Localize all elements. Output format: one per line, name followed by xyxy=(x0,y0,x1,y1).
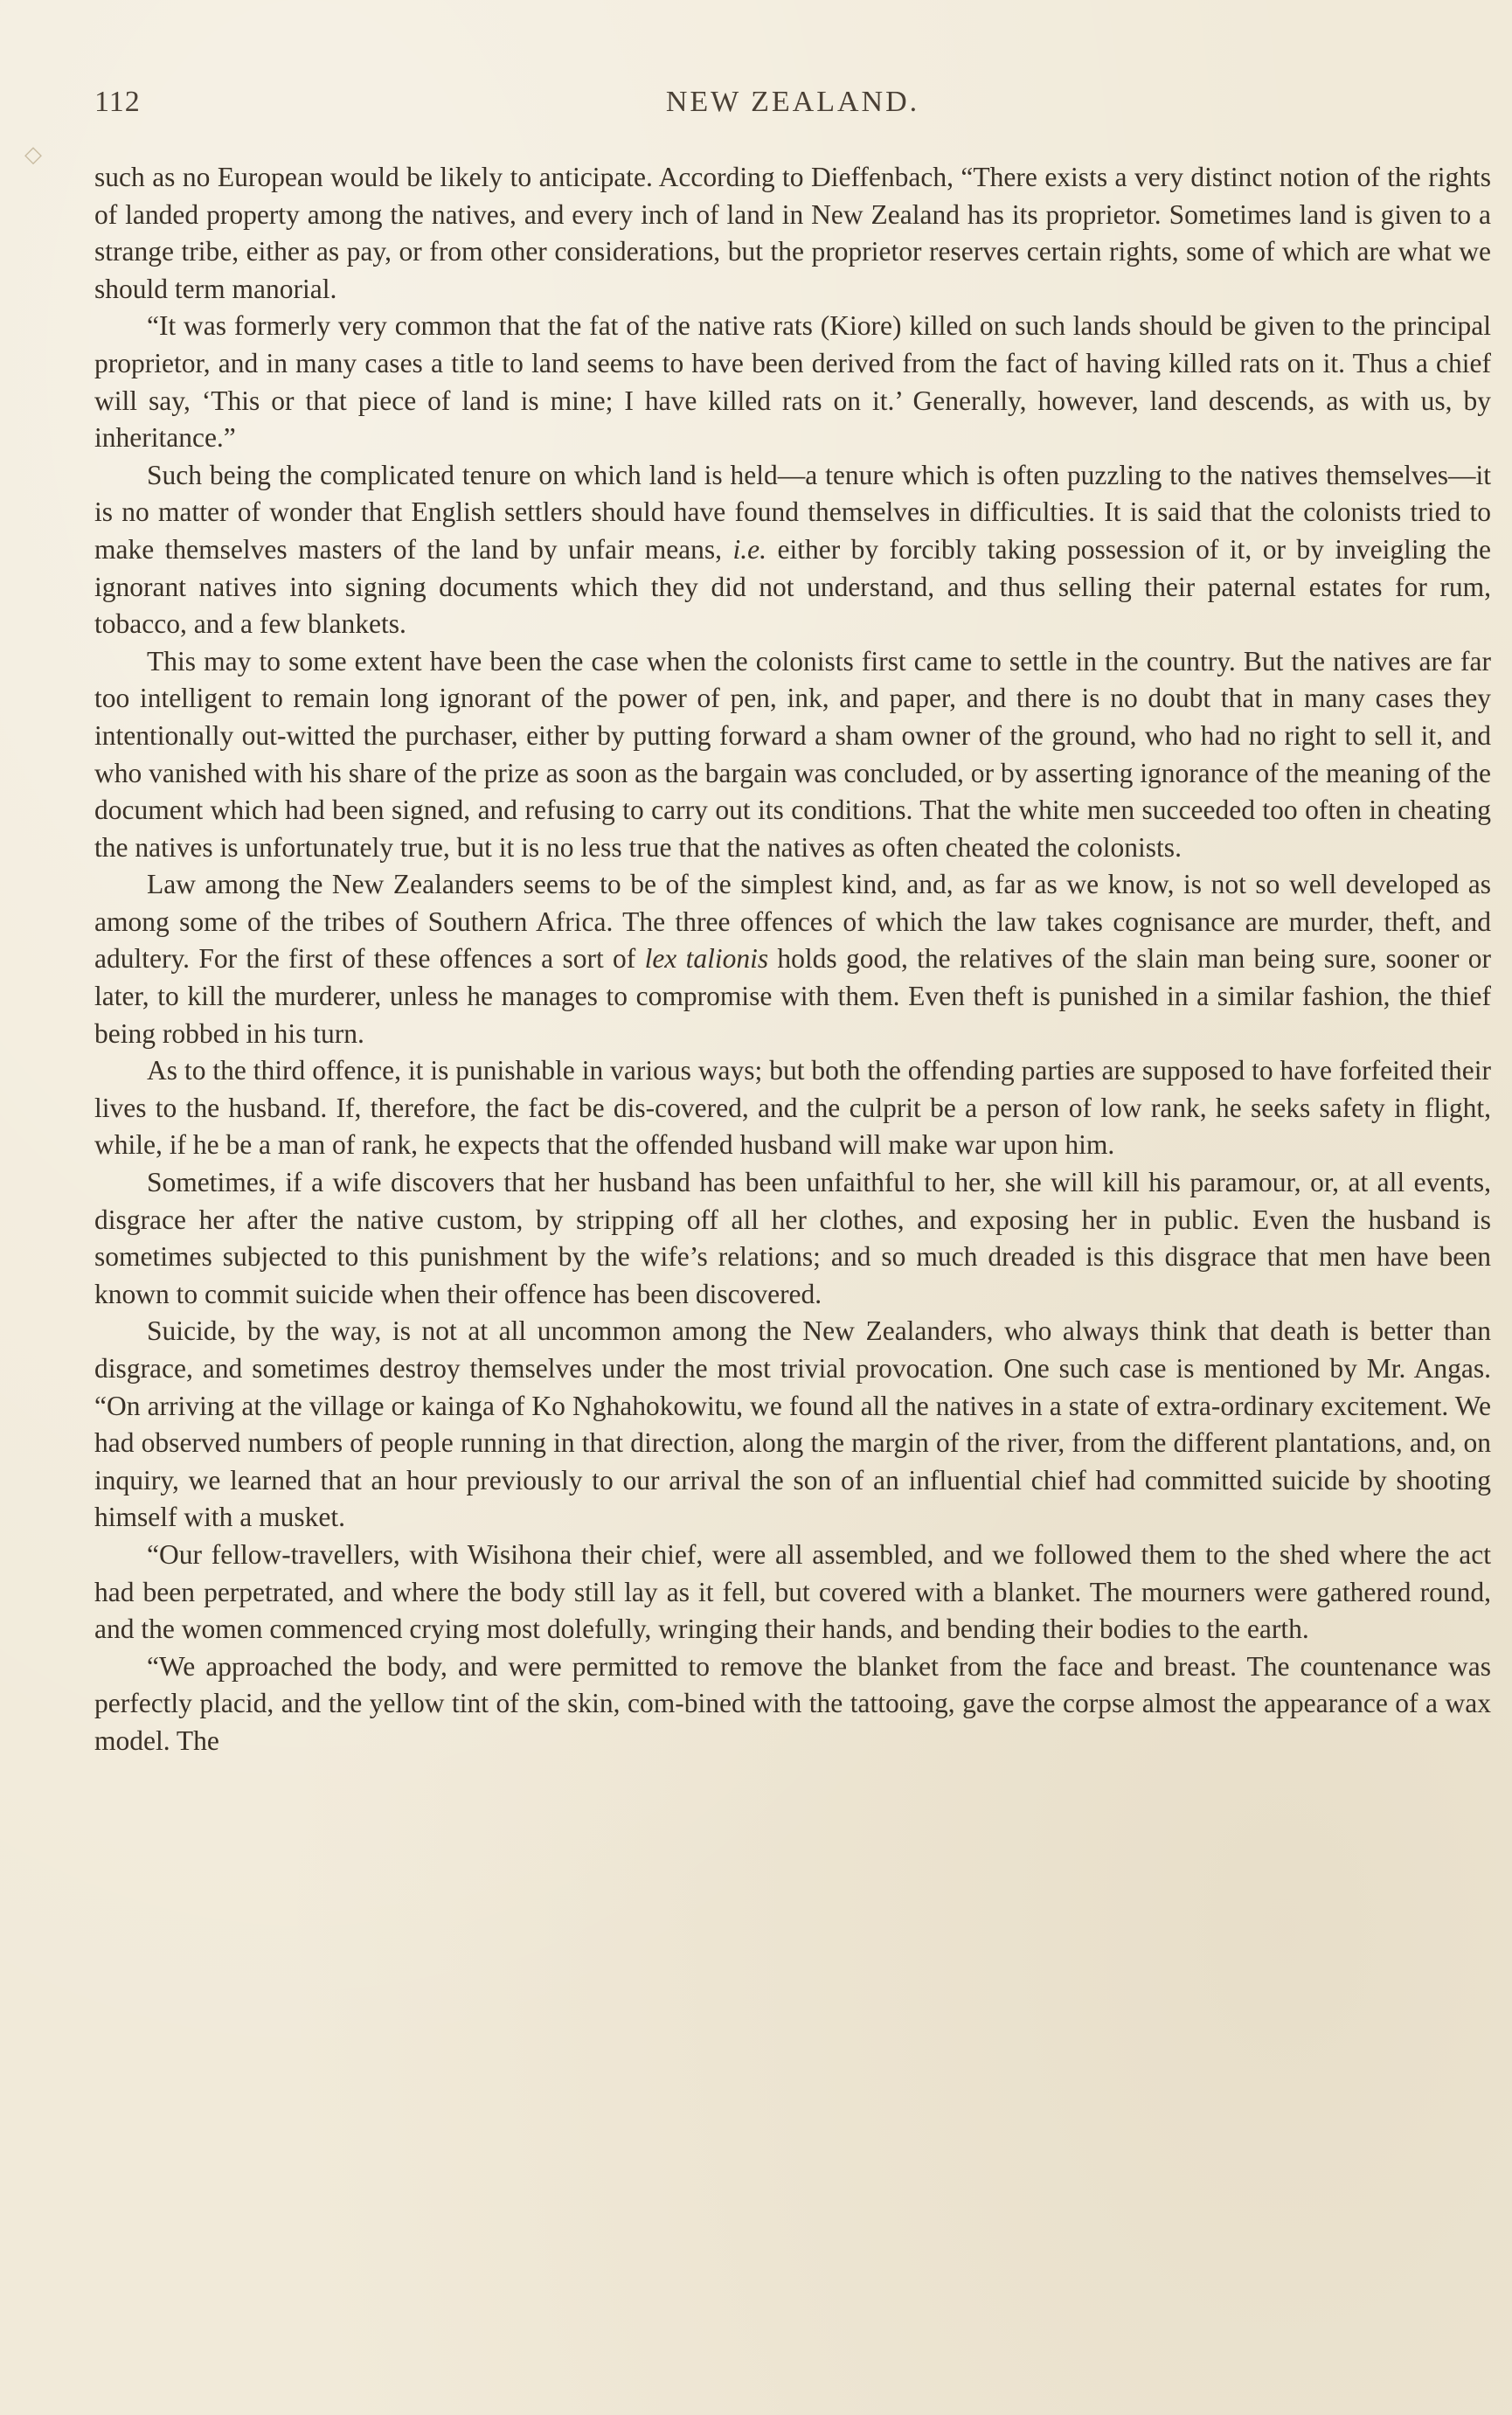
running-head xyxy=(24,80,1491,167)
page-number: 112 xyxy=(94,86,141,118)
paragraph-5-text-end: holds good, the relatives of the slain man being sure, sooner or later, to kill the murderer, unless he manages to compromise with them. Even theft is punished in a similar fashion, the thief being robbed in his turn. xyxy=(94,943,1492,1049)
paragraph-2: “It was formerly very common that the fat of the native rats (Kiore) killed on such lands should be given to the principal proprietor, and in many cases a title to land seems to have been derived from the fact of having killed rats on it. Thus a chief will say, ‘This or that piece of land is mine; I have killed rats on it.’ Generally, however, land descends, as with us, by inheritance.” xyxy=(94,310,1491,454)
paragraph-5-text: Law among the New Zealanders seems to be of the simplest kind, and, as far as we know, is not so well developed as among some of the tribes of Southern Africa. The three offences of which the law takes cognisance are murder, theft, and adultery. For the first of these offences a sort of xyxy=(94,869,1491,975)
paragraph-5 xyxy=(94,866,1491,1052)
paragraph-3-text-end: either by forcibly taking possession of it, or by inveigling the ignorant natives into signing documents which they did not understand, and thus selling their paternal estates for rum, tobacco, and a few blankets. xyxy=(94,533,1492,640)
paragraph-3 xyxy=(94,457,1491,643)
paragraph-4: This may to some extent have been the case when the colonists first came to settle in the country. But the natives are far too intelligent to remain long ignorant of the power of pen, ink, and paper, and there is no doubt that in many cases they intentionally out-witted the purchaser, either by putting forward a sham owner of the ground, who had no right to sell it, and who vanished with his share of the prize as soon as the bargain was concluded, or by asserting ignorance of the meaning of the document which had been signed, and refusing to carry out its conditions. That the white men succeeded too often in cheating the natives is unfortunately true, but it is no less true that the natives as often cheated the colonists. xyxy=(94,645,1491,863)
paragraph-3-text: Such being the complicated tenure on which land is held—a tenure which is often puzzling to the natives themselves—it is no matter of wonder that English settlers should have found themselves in difficulties. It is said that the colonists tried to make themselves masters of the land by unfair means, xyxy=(94,459,1491,565)
body-text xyxy=(94,159,1491,1760)
paragraph-7: Sometimes, if a wife discovers that her husband has been unfaithful to her, she will kill his paramour, or, at all events, disgrace her after the native custom, by stripping off all her clothes, and exposing her in public. Even the husband is sometimes subjected to this punishment by the wife’s relations; and so much dreaded is this disgrace that men have been known to commit suicide when their offence has been discovered. xyxy=(94,1167,1491,1309)
running-title: NEW ZEALAND. xyxy=(665,86,920,118)
paragraph-8: Suicide, by the way, is not at all uncommon among the New Zealanders, who always think that death is better than disgrace, and sometimes destroy themselves under the most trivial provocation. One such case is mentioned by Mr. Angas. “On arriving at the village or kainga of Ko Nghahokowitu, we found all the natives in a state of extra-ordinary excitement. We had observed numbers of people running in that direction, along the margin of the river, from the different plantations, and, on inquiry, we learned that an hour previously to our arrival the son of an influential chief had committed suicide by shooting himself with a musket. xyxy=(94,1315,1491,1533)
paragraph-3-italic: i.e. xyxy=(732,533,767,565)
book-page xyxy=(24,80,1492,2388)
paragraph-6: As to the third offence, it is punishable in various ways; but both the offending parties are supposed to have forfeited their lives to the husband. If, therefore, the fact be dis-covered, and the culprit be a person of low rank, he seeks safety in flight, while, if he be a man of rank, he expects that the offended husband will make war upon him. xyxy=(94,1055,1491,1161)
paragraph-1: such as no European would be likely to anticipate. According to Dieffenbach, “There exists a very distinct notion of the rights of landed property among the natives, and every inch of land in New Zealand has its proprietor. Sometimes land is given to a strange tribe, either as pay, or from other considerations, but the proprietor reserves certain rights, some of which are what we should term manorial. xyxy=(94,162,1491,304)
margin-diamond-icon: ◇ xyxy=(24,142,42,167)
paragraph-9: “Our fellow-travellers, with Wisihona their chief, were all assembled, and we followed them to the shed where the act had been perpetrated, and where the body still lay as it fell, but covered with a blanket. The mourners were gathered round, and the women commenced crying most dolefully, wringing their hands, and bending their bodies to the earth. xyxy=(94,1538,1491,1645)
paragraph-10: “We approached the body, and were permitted to remove the blanket from the face and breast. The countenance was perfectly placid, and the yellow tint of the skin, com-bined with the tattooing, gave the corpse almost the appearance of a wax model. The xyxy=(94,1650,1491,1756)
paragraph-5-italic: lex talionis xyxy=(644,943,769,975)
